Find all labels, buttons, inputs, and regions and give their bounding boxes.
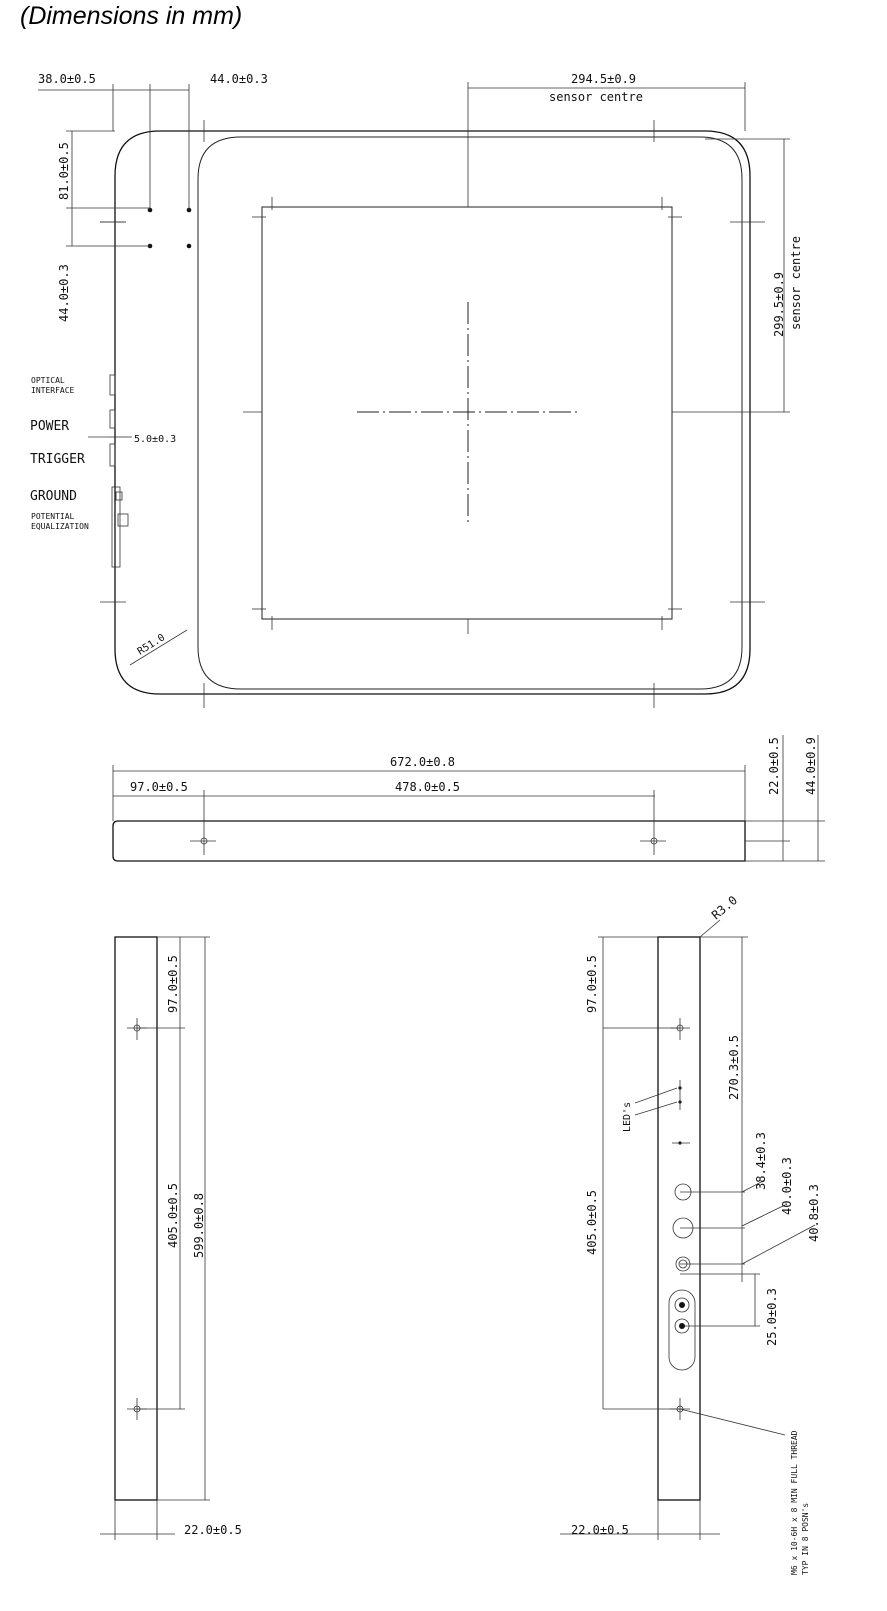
label-ground: GROUND [30,489,77,504]
dim-97-right: 97.0±0.5 [585,955,599,1013]
sensor-area [262,207,672,619]
dim-38: 38.0±0.5 [38,72,96,86]
label-power: POWER [30,419,70,434]
dim-22-right: 22.0±0.5 [571,1523,629,1537]
pe-stud-2-center [679,1323,685,1329]
sensor-centre-v-label: sensor centre [789,236,803,330]
leds-label: LED's [622,1101,633,1132]
dim-5: 5.0±0.3 [134,434,177,445]
dim-44-top: 44.0±0.3 [210,72,268,86]
dim-97-left: 97.0±0.5 [166,955,180,1013]
dimensions-heading: (Dimensions in mm) [20,2,243,30]
active-panel-border [198,137,742,689]
sensor-corner-marks [252,197,682,630]
radius-label: R51.0 [135,632,168,658]
pe-stud-1-center [679,1302,685,1308]
dim-25: 25.0±0.3 [765,1288,779,1346]
dim-672: 672.0±0.8 [390,755,456,769]
front-dimension-lines [113,735,825,861]
right-side-view [560,893,821,1575]
dim-405-right: 405.0±0.5 [585,1189,599,1255]
mounting-holes [148,208,192,249]
dim-81: 81.0±0.5 [57,142,71,200]
radius-r3: R3.0 [708,892,741,923]
left-side-outline [115,937,157,1500]
dim-294: 294.5±0.9 [571,72,637,86]
dim-44-front: 44.0±0.9 [804,737,818,795]
dim-44-left: 44.0±0.3 [57,264,71,322]
left-side-view [100,937,242,1540]
connectors [88,375,132,567]
label-pe-1: POTENTIAL [31,512,75,521]
dim-599: 599.0±0.8 [192,1192,206,1258]
dim-40-8: 40.8±0.3 [807,1184,821,1242]
dim-97-front: 97.0±0.5 [130,780,188,794]
front-view [113,735,825,861]
dim-299: 299.5±0.9 [772,271,786,337]
dim-478: 478.0±0.5 [395,780,461,794]
dim-38-4: 38.4±0.3 [754,1132,768,1190]
dim-270: 270.3±0.5 [727,1034,741,1100]
label-optical-2: INTERFACE [31,386,75,395]
label-trigger: TRIGGER [30,452,85,467]
edge-ticks [100,120,765,708]
dim-40: 40.0±0.3 [780,1157,794,1215]
sensor-centre-h-label: sensor centre [549,90,643,104]
dim-405-left: 405.0±0.5 [166,1182,180,1248]
top-view [30,72,803,708]
label-optical-1: OPTICAL [31,376,65,385]
dim-22-left: 22.0±0.5 [184,1523,242,1537]
thread-note-1: M6 x 10-6H x 8 MIN FULL THREAD [790,1430,799,1575]
thread-note-2: TYP IN 8 POSN's [801,1502,810,1575]
label-pe-2: EQUALIZATION [31,522,89,531]
dim-22-front: 22.0±0.5 [767,737,781,795]
